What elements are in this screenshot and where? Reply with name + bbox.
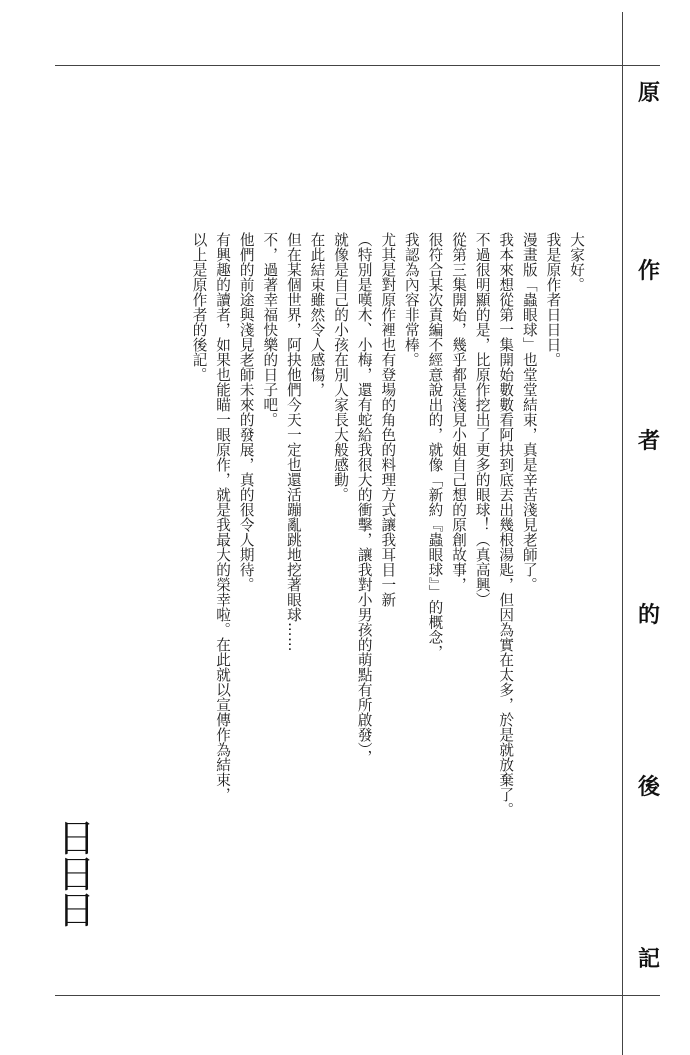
side-title bbox=[623, 65, 675, 995]
paragraph: 他們的前途與淺見老師未來的發展，真的很令人期待。 bbox=[237, 232, 255, 592]
paragraph: 在此結束雖然令人感傷， bbox=[308, 232, 326, 397]
paragraph: 我是原作者日日日。 bbox=[544, 232, 562, 367]
paragraph: （特別是嘆木、小梅，還有蛇給我很大的衝擊，讓我對小男孩的萌點有所啟發）， bbox=[355, 232, 373, 765]
paragraph: 我認為內容非常棒。 bbox=[402, 232, 420, 367]
side-title-char: 的 bbox=[637, 603, 660, 628]
paragraph: 從第三集開始，幾乎都是淺見小姐自己想的原創故事， bbox=[450, 232, 468, 592]
paragraph: 很符合某次責編不經意說出的，就像「新約『蟲眼球』」的概念， bbox=[426, 232, 444, 660]
side-title-char: 作 bbox=[637, 259, 660, 284]
author-signature: 日日日 bbox=[51, 818, 95, 926]
paragraph: 但在某個世界，阿抉他們今天一定也還活蹦亂跳地挖著眼球…… bbox=[284, 232, 302, 652]
bottom-rule bbox=[55, 995, 660, 996]
paragraph: 有興趣的讀者，如果也能瞄一眼原作，就是我最大的榮幸啦。在此就以宣傳作為結束， bbox=[214, 232, 232, 802]
side-title-char: 記 bbox=[637, 947, 660, 972]
paragraph: 不，過著幸福快樂的日子吧。 bbox=[261, 232, 279, 427]
paragraph: 尤其是對原作裡也有登場的角色的料理方式讓我耳目一新 bbox=[379, 232, 397, 607]
paragraph: 不過很明顯的是，比原作挖出了更多的眼球！（真高興） bbox=[473, 232, 491, 607]
paragraph: 漫畫版「蟲眼球」也堂堂結束，真是辛苦淺見老師了。 bbox=[520, 232, 538, 592]
paragraph: 以上是原作者的後記。 bbox=[190, 232, 208, 382]
paragraph: 就像是自己的小孩在別人家長大般感動。 bbox=[332, 232, 350, 502]
side-title-char: 原 bbox=[637, 81, 660, 106]
side-title-char: 者 bbox=[637, 429, 660, 454]
side-title-char: 後 bbox=[637, 775, 660, 800]
paragraph: 我本來想從第一集開始數數看阿抉到底丟出幾根湯匙，但因為實在太多，於是就放棄了。 bbox=[497, 232, 515, 817]
paragraph: 大家好。 bbox=[568, 232, 585, 292]
afterword-body bbox=[88, 232, 588, 912]
top-rule bbox=[55, 65, 660, 66]
